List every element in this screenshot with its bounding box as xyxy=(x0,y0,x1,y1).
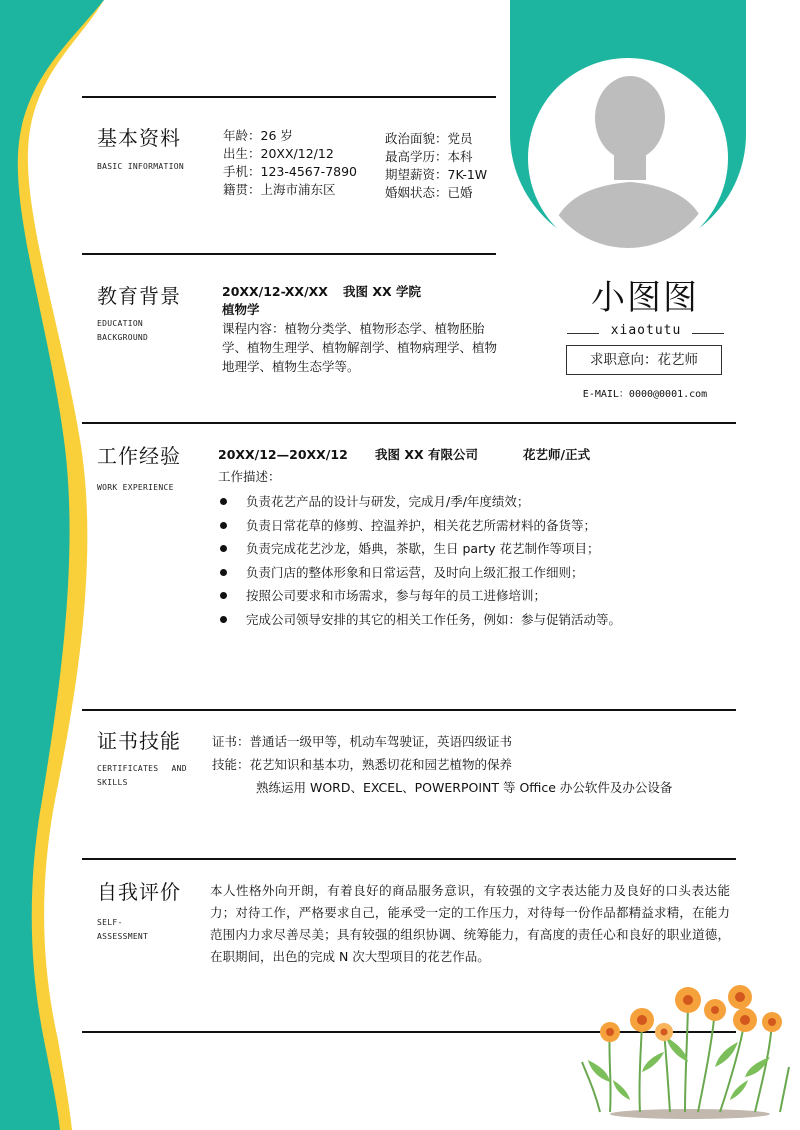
section-rule-certs xyxy=(82,709,736,711)
certs-line-skills: 技能：花艺知识和基本功，熟悉切花和园艺植物的保养 xyxy=(212,757,513,772)
section-subtitle-certs: CERTIFICATES AND SKILLS xyxy=(97,764,187,787)
divider xyxy=(567,333,599,334)
work-company: 我图 XX 有限公司 xyxy=(375,447,478,462)
person-silhouette-icon xyxy=(538,68,718,248)
info-birth: 出生：20XX/12/12 xyxy=(223,146,334,161)
list-item: 按照公司要求和市场需求，参与每年的员工进修培训； xyxy=(218,584,621,608)
section-rule-education xyxy=(82,253,496,255)
profile-email: E-MAIL：0000@0001.com xyxy=(582,389,708,400)
info-degree: 最高学历：本科 xyxy=(385,149,473,164)
list-item: 负责花艺产品的设计与研发，完成月/季/年度绩效； xyxy=(218,490,621,514)
basic-info-right xyxy=(385,130,487,202)
section-subtitle-education: EDUCATION BACKGROUND xyxy=(97,319,149,342)
job-intent-box: 求职意向：花艺师 xyxy=(566,345,722,375)
certs-line-certificates: 证书：普通话一级甲等，机动车驾驶证，英语四级证书 xyxy=(212,734,513,749)
section-title-certs: 证书技能 xyxy=(97,729,181,753)
education-period: 20XX/12-XX/XX xyxy=(222,284,328,299)
list-item: 负责日常花草的修剪、控温养护，相关花艺所需材料的备货等； xyxy=(218,514,621,538)
section-subtitle-basic: BASIC INFORMATION xyxy=(97,162,184,171)
work-position: 花艺师/正式 xyxy=(523,447,591,462)
education-major: 植物学 xyxy=(222,302,260,317)
education-school: 我图 XX 学院 xyxy=(343,284,421,299)
list-item: 完成公司领导安排的其它的相关工作任务，例如：参与促销活动等。 xyxy=(218,608,621,632)
divider xyxy=(692,333,724,334)
info-age: 年龄：26 岁 xyxy=(223,128,293,143)
list-item: 负责门店的整体形象和日常运营，及时向上级汇报工作细则； xyxy=(218,561,621,585)
flowers-illustration xyxy=(580,982,790,1122)
info-politics: 政治面貌：党员 xyxy=(385,131,473,146)
work-duty-list xyxy=(218,490,621,631)
work-desc-label: 工作描述： xyxy=(218,469,281,484)
section-title-self: 自我评价 xyxy=(97,880,181,904)
section-title-basic: 基本资料 xyxy=(97,126,181,150)
certs-line-software: 熟练运用 WORD、EXCEL、POWERPOINT 等 Office 办公软件及办公设备 xyxy=(256,780,673,795)
basic-info-left xyxy=(223,127,357,199)
list-item: 负责完成花艺沙龙，婚典，茶歇，生日 party 花艺制作等项目； xyxy=(218,537,621,561)
education-courses: 课程内容：植物分类学、植物形态学、植物胚胎学、植物生理学、植物解剖学、植物病理学、植物地理学、植物生态学等。 xyxy=(222,321,498,374)
info-hometown: 籍贯：上海市浦东区 xyxy=(223,182,336,197)
profile-name: 小图图 xyxy=(591,278,699,318)
info-marital: 婚姻状态：已婚 xyxy=(385,185,473,200)
section-title-work: 工作经验 xyxy=(97,444,181,468)
section-title-education: 教育背景 xyxy=(97,284,181,308)
profile-pinyin: xiaotutu xyxy=(610,323,682,338)
section-rule-work xyxy=(82,422,736,424)
self-assessment-text: 本人性格外向开朗，有着良好的商品服务意识，有较强的文字表达能力及良好的口头表达能力；对待工作，严格要求自己，能承受一定的工作压力，对待每一份作品都精益求精，在能力范围内力求尽善尽美；具有较强的组织协调、统筹能力，有高度的责任心和良好的职业道德，在职期间，出色的完成 N 次大型项目的花艺作品。 xyxy=(210,883,730,964)
info-phone: 手机：123-4567-7890 xyxy=(223,164,358,179)
section-subtitle-self: SELF-ASSESSMENT xyxy=(97,918,149,941)
info-salary: 期望薪资：7K-1W xyxy=(385,167,488,182)
avatar-photo-frame xyxy=(538,68,718,248)
work-period: 20XX/12—20XX/12 xyxy=(218,447,348,462)
section-rule-basic xyxy=(82,96,496,98)
section-rule-self xyxy=(82,858,736,860)
section-subtitle-work: WORK EXPERIENCE xyxy=(97,483,174,492)
